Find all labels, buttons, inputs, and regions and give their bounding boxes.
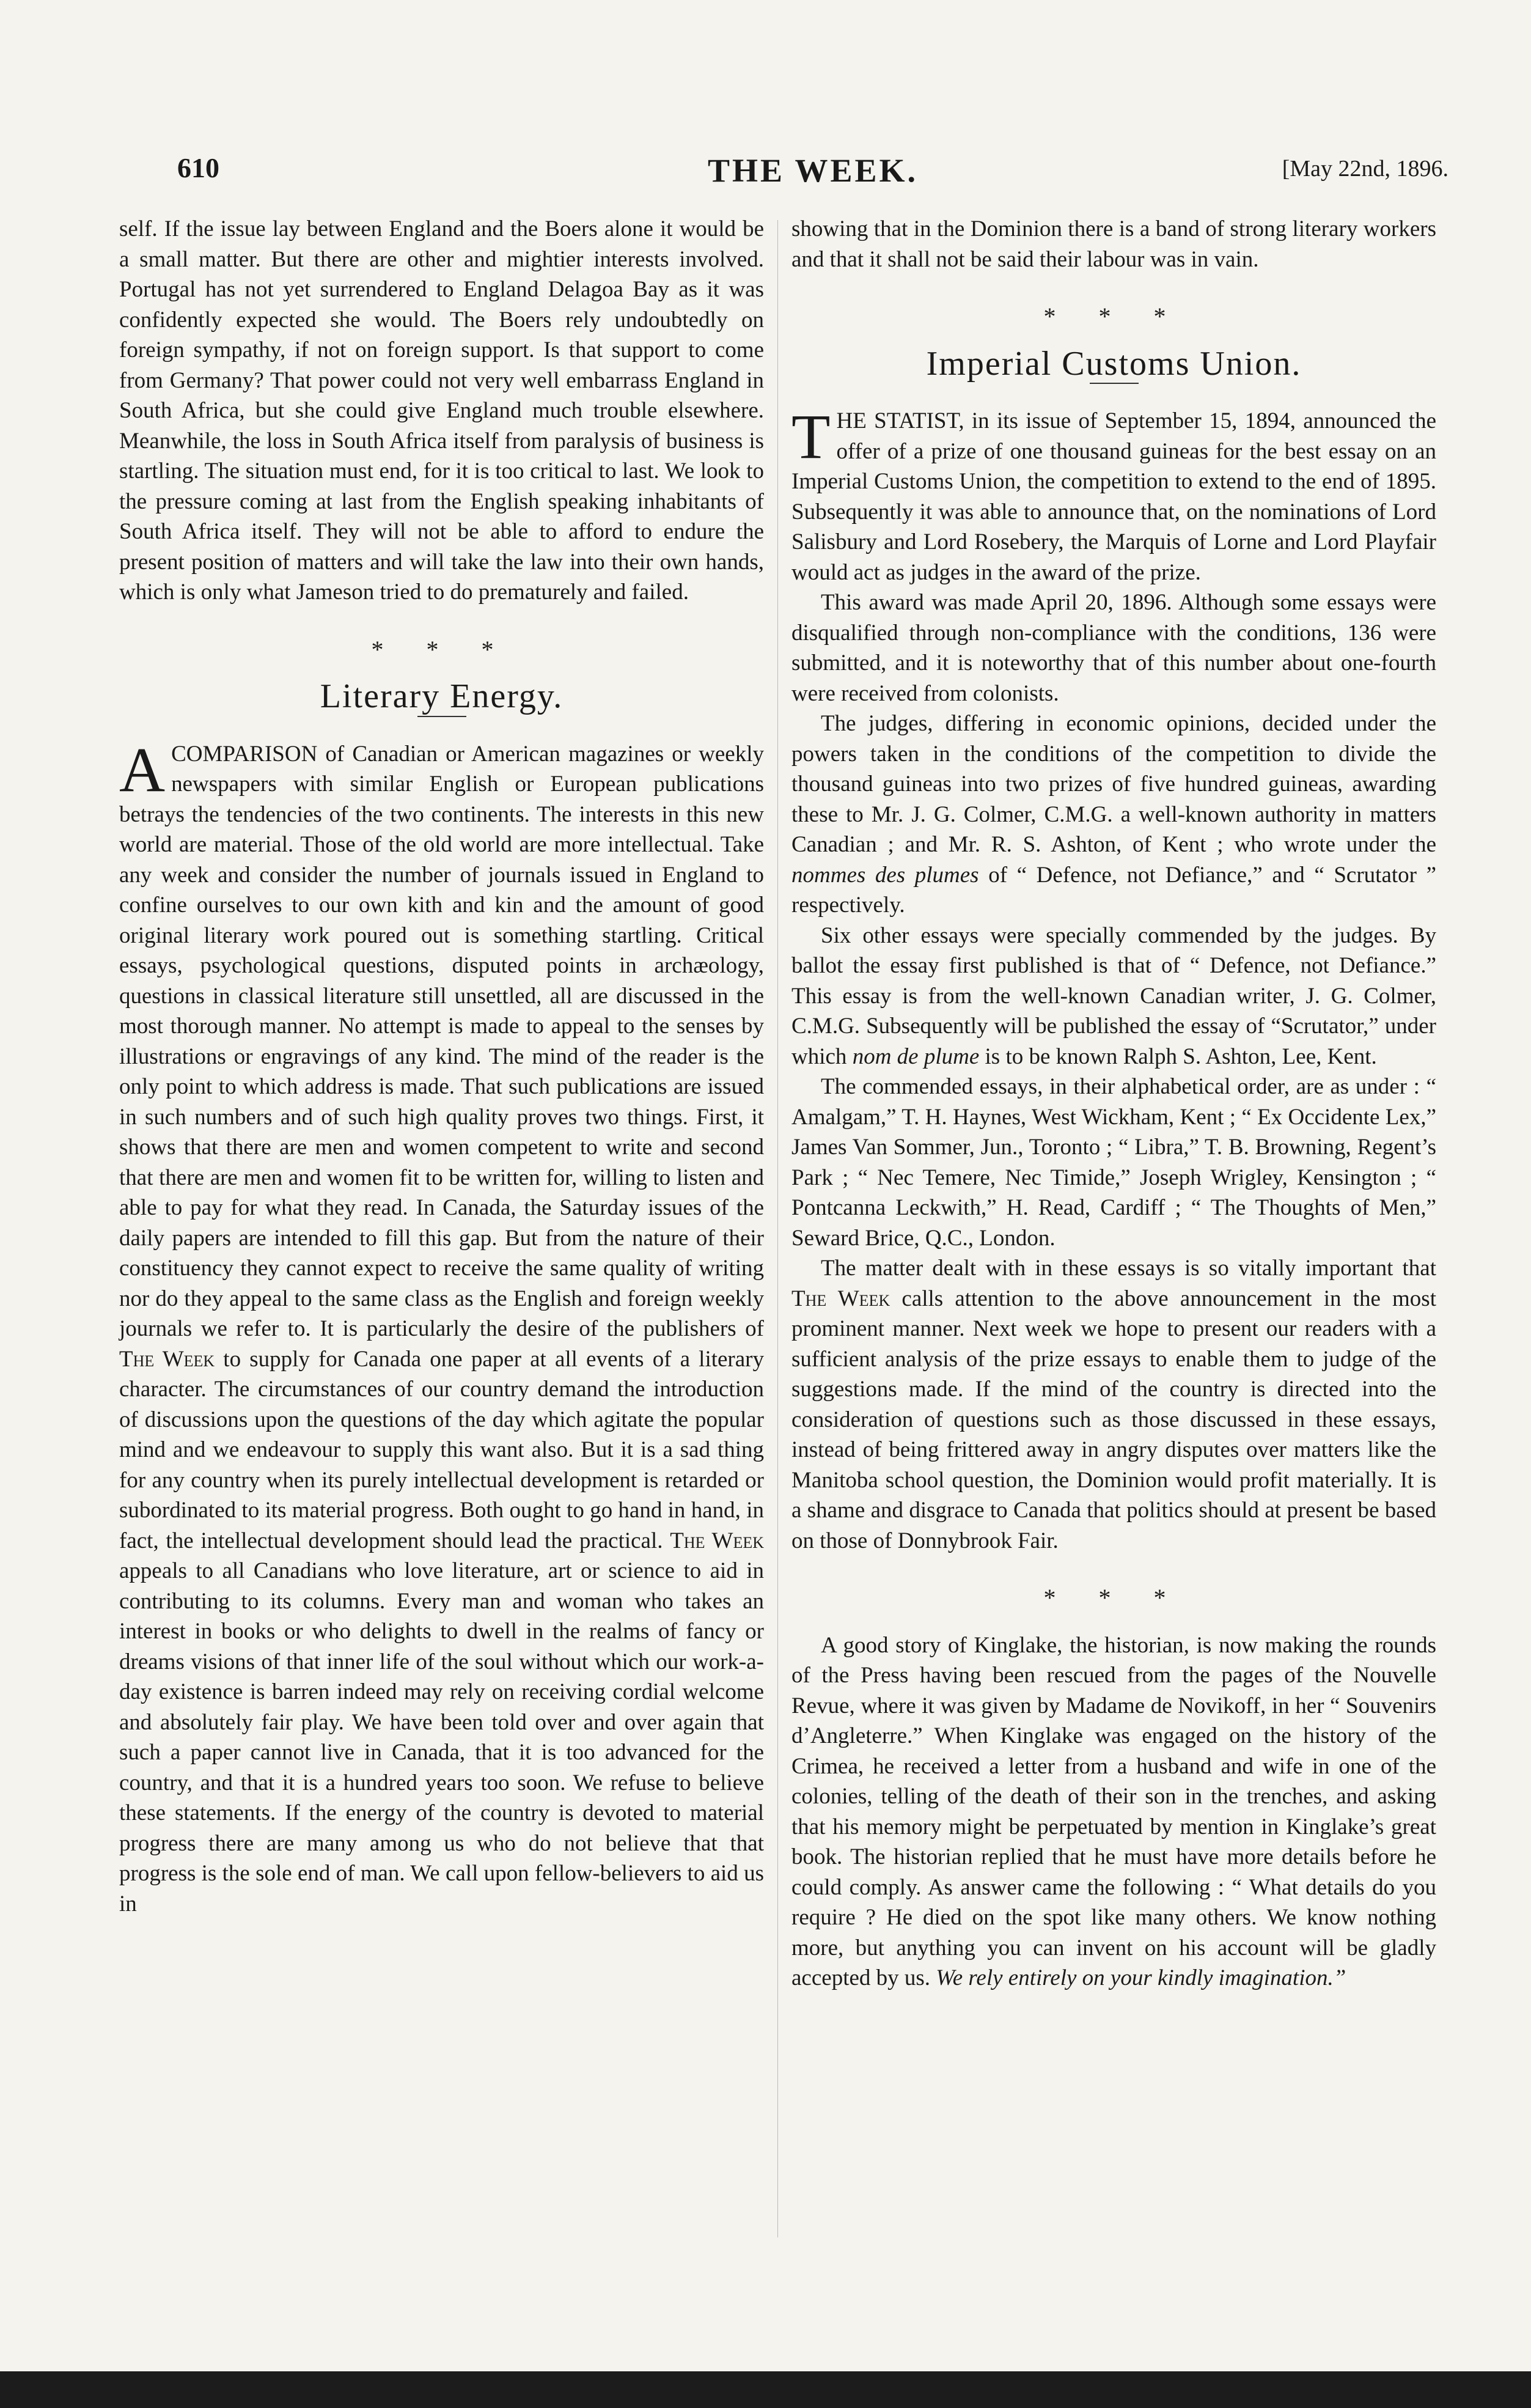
customs-paragraph-4: Six other essays were specially commended by the judges. By ballot the essay first published is that of “ Defence, not Defiance.” This essay is from the well-known Canadian writer, J. G. Colmer, C.M.G. Subsequently will be published the essay of “Scrutator,” under which nom de plume is to be known Ralph S. Ashton, Lee, Kent. [791,922,1436,1069]
kinglake-paragraph: A good story of Kinglake, the historian, is now making the rounds of the Press having been rescued from the pages of the Nouvelle Revue, where it was given by Madame de Novikoff, in her “ Souvenirs d’Angleterre.” When Kinglake was engaged on the history of the Crimea, he received a letter from a husband and wife in one of the colonies, telling of the death of their son in the trenches, and asking that his memory might be perpetuated by mention in Kinglake’s great book. The historian replied that he must have more details before he could comply. As answer came the following : “ What details do you require ? He died on the spot like many others. We know nothing more, but anything you can invent on his account will be gladly accepted by us. We rely entirely on your kindly imagination.” [791,1632,1436,1990]
drop-cap: T [791,402,831,472]
right-column [791,214,1436,1994]
drop-cap: A [119,734,166,805]
article-continuation: self. If the issue lay between England and the Boers alone it would be a small matter. But there are other and mightier interests involved. Portugal has not yet surrendered to England Delagoa Bay as it was confidently expected she would. The Boers rely undoubtedly on foreign sympathy, if not on foreign support. Is that support to come from Germany? That power could not very well embarrass England in South Africa, but she could give England much trouble elsewhere. Meanwhile, the loss in South Africa itself from paralysis of business is startling. The situation must end, for it is too critical to last. We look to the pressure coming at last from the English speaking inhabitants of South Africa itself. They will not be able to afford to endure the present position of matters and will take the law into their own hands, which is only what Jameson tried to do prematurely and failed. [119,216,764,605]
issue-date: [May 22nd, 1896. [1282,156,1448,182]
literary-energy-paragraph: ACOMPARISON of Canadian or American magazines or weekly newspapers with similar English or European publications betrays the tendencies of the two continents. The interests in this new world are material. Those of the old world are more intellectual. Take any week and consider the number of journals issued in England to confine ourselves to our own kith and kin and the amount of good original literary work poured out is something startling. Critical essays, psychological questions, disputed points in archæology, questions in classical literature still unsettled, all are discussed in the most thorough manner. No attempt is made to appeal to the senses by illustrations or engravings of any kind. The mind of the reader is the only point to which address is made. That such publications are issued in such numbers and of such high quality proves two things. First, it shows that there are men and women competent to write and second that there are men and women fit to be written for, willing to listen and able to pay for what they read. In Canada, the Saturday issues of the daily papers are intended to fill this gap. But from the nature of their constituency they cannot expect to receive the same quality of writing nor do they appeal to the same class as the English and foreign weekly journals we refer to. It is particularly the desire of the publishers of The Week to supply for Canada one paper at all events of a literary character. The circumstances of our country demand the introduction of discussions upon the questions of the day which agitate the popular mind and we endeavour to supply this want also. But it is a sad thing for any country when its purely intellectual development is retarded or subordinated to its material progress. Both ought to go hand in hand, in fact, the intellectual development should lead the practical. The Week appeals to all Canadians who love literature, art or science to aid in contributing to its columns. Every man and woman who takes an interest in books or who delights to dwell in the realms of fancy or dreams visions of that inner life of the soul without which our work-a-day existence is barren indeed may rely on receiving cordial welcome and absolutely fair play. We have been told over and over again that such a paper cannot live in Canada, that it is too advanced for the country, and that it is a hundred years too soon. We refuse to believe these statements. If the energy of the country is devoted to material progress there are many among us who do not believe that that progress is the sole end of man. We call upon fellow-believers to aid us in [119,734,764,1916]
customs-paragraph-1: THE STATIST, in its issue of September 15, 1894, announced the offer of a prize of one thousand guineas for the best essay on an Imperial Customs Union, the competition to extend to the end of 1895. Subsequently it was able to announce that, on the nominations of Lord Salisbury and Lord Rosebery, the Marquis of Lorne and Lord Playfair would act as judges in the award of the prize. [791,402,1436,585]
customs-paragraph-2: This award was made April 20, 1896. Although some essays were disqualified through non-compliance with the conditions, 136 were submitted, and it is noteworthy that of this number about one-fourth were received from colonists. [791,590,1436,706]
section-separator: * * * [1043,303,1184,330]
left-column [119,214,764,1919]
section-title-imperial-customs-union: Imperial Customs Union. [926,344,1302,383]
title-rule [417,716,466,717]
page-number: 610 [177,152,219,183]
section-title-literary-energy: Literary Energy. [320,677,564,715]
customs-paragraph-5: The commended essays, in their alphabetical order, are as under : “ Amalgam,” T. H. Haynes, West Wickham, Kent ; “ Ex Occidente Lex,” James Van Sommer, Jun., Toronto ; “ Libra,” T. B. Browning, Regent’s Park ; “ Nec Temere, Nec Timide,” Joseph Wrigley, Kensington ; “ Pontcanna Leckwith,” H. Read, Cardiff ; “ The Thoughts of Men,” Seward Brice, Q.C., London. [791,1074,1436,1251]
customs-paragraph-3: The judges, differing in economic opinions, decided under the powers taken in the conditions of the competition to divide the thousand guineas into two prizes of five hundred guineas, awarding these to Mr. J. G. Colmer, C.M.G. a well-known authority in matters Canadian ; and Mr. R. S. Ashton, of Kent ; who wrote under the nommes des plumes of “ Defence, not Defiance,” and “ Scrutator ” respectively. [791,711,1436,918]
article-continuation-right: showing that in the Dominion there is a band of strong literary workers and that it shall not be said their labour was in vain. [791,216,1436,272]
scan-edge [0,2371,1531,2408]
publication-title: THE WEEK. [707,152,919,189]
customs-paragraph-6: The matter dealt with in these essays is so vitally important that The Week calls attention to the above announcement in the most prominent manner. Next week we hope to present our readers with a sufficient analysis of the prize essays to enable them to judge of the suggestions made. If the mind of the country is directed into the consideration of questions such as those discussed in these essays, instead of being frittered away in angry disputes over matters like the Manitoba school question, the Dominion would profit materially. It is a shame and disgrace to Canada that politics should at present be based on those of Donnybrook Fair. [791,1256,1436,1553]
section-separator: * * * [1043,1584,1184,1611]
title-rule [1090,383,1139,384]
section-separator: * * * [371,635,512,663]
column-divider [777,220,778,2237]
page-header [177,152,1448,194]
